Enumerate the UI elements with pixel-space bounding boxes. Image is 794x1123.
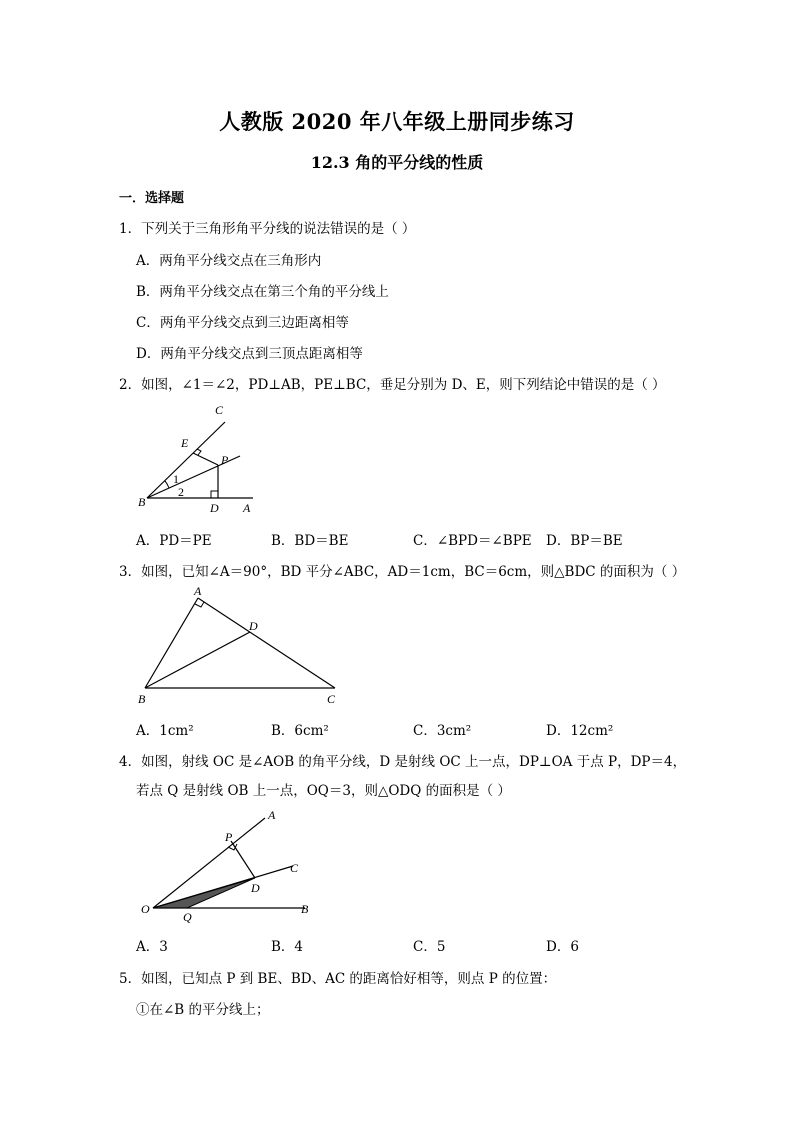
q2-label-p: P xyxy=(221,453,229,467)
q2-label-b: B xyxy=(138,495,146,509)
q2-label-d: D xyxy=(210,501,219,515)
question-5-stem: 5．如图，已知点 P 到 BE、BD、AC 的距离恰好相等，则点 P 的位置： xyxy=(119,971,557,987)
q2-angle-1: 1 xyxy=(173,472,179,486)
doc-title: 人教版 2020 年八年级上册同步练习 xyxy=(219,109,575,134)
question-2-figure xyxy=(130,400,270,518)
q4-label-b: B xyxy=(301,902,309,916)
q2-label-c: C xyxy=(215,403,224,417)
question-3-option-b[interactable]: B．6cm² xyxy=(271,723,329,739)
question-4-option-a[interactable]: A．3 xyxy=(136,939,168,955)
question-4-option-b[interactable]: B．4 xyxy=(271,939,304,955)
question-4-figure xyxy=(135,805,325,925)
question-2-option-c[interactable]: C．∠BPD＝∠BPE xyxy=(413,533,532,549)
question-1-option-a[interactable]: A．两角平分线交点在三角形内 xyxy=(136,253,322,269)
question-3-stem: 3．如图，已知∠A＝90°，BD 平分∠ABC，AD＝1cm，BC＝6cm，则△BDC 的面积为（ ） xyxy=(119,564,686,580)
question-3-option-a[interactable]: A．1cm² xyxy=(136,723,194,739)
q3-label-b: B xyxy=(138,692,146,706)
q4-label-q: Q xyxy=(183,910,192,924)
q3-label-a: A xyxy=(194,584,202,598)
question-2-option-a[interactable]: A．PD＝PE xyxy=(136,533,212,549)
q3-label-d: D xyxy=(249,619,258,633)
question-5-item-1: ①在∠B 的平分线上； xyxy=(136,1002,270,1018)
q4-label-d: D xyxy=(251,881,260,895)
question-2-option-b[interactable]: B．BD＝BE xyxy=(271,533,349,549)
q2-label-a: A xyxy=(243,501,251,515)
question-1-option-c[interactable]: C．两角平分线交点到三边距离相等 xyxy=(136,315,349,331)
q2-angle-2: 2 xyxy=(178,485,184,499)
question-1-stem: 1．下列关于三角形角平分线的说法错误的是（ ） xyxy=(119,221,416,237)
section-heading: 一．选择题 xyxy=(119,191,185,206)
question-1-option-b[interactable]: B．两角平分线交点在第三个角的平分线上 xyxy=(136,284,389,300)
question-3-option-c[interactable]: C．3cm² xyxy=(413,723,472,739)
q4-label-o: O xyxy=(141,902,150,916)
question-4-stem-line-1: 4．如图，射线 OC 是∠AOB 的角平分线，D 是射线 OC 上一点，DP⊥OA 于点 P，DP＝4， xyxy=(119,754,687,770)
q4-label-c: C xyxy=(290,861,299,875)
q3-label-c: C xyxy=(327,692,336,706)
q2-label-e: E xyxy=(181,436,189,450)
question-2-stem: 2．如图，∠1＝∠2，PD⊥AB，PE⊥BC，垂足分别为 D、E，则下列结论中错误的是（ ） xyxy=(119,377,666,393)
question-1-option-d[interactable]: D．两角平分线交点到三顶点距离相等 xyxy=(136,346,363,362)
q4-label-p: P xyxy=(225,830,233,844)
question-4-option-d[interactable]: D．6 xyxy=(546,939,579,955)
q4-label-a: A xyxy=(268,808,276,822)
question-3-option-d[interactable]: D．12cm² xyxy=(546,723,614,739)
question-4-stem-line-2: 若点 Q 是射线 OB 上一点，OQ＝3，则△ODQ 的面积是（ ） xyxy=(136,783,511,799)
question-3-figure xyxy=(130,582,350,710)
question-2-option-d[interactable]: D．BP＝BE xyxy=(546,533,623,549)
question-4-option-c[interactable]: C．5 xyxy=(413,939,446,955)
doc-subtitle: 12.3 角的平分线的性质 xyxy=(310,153,484,172)
